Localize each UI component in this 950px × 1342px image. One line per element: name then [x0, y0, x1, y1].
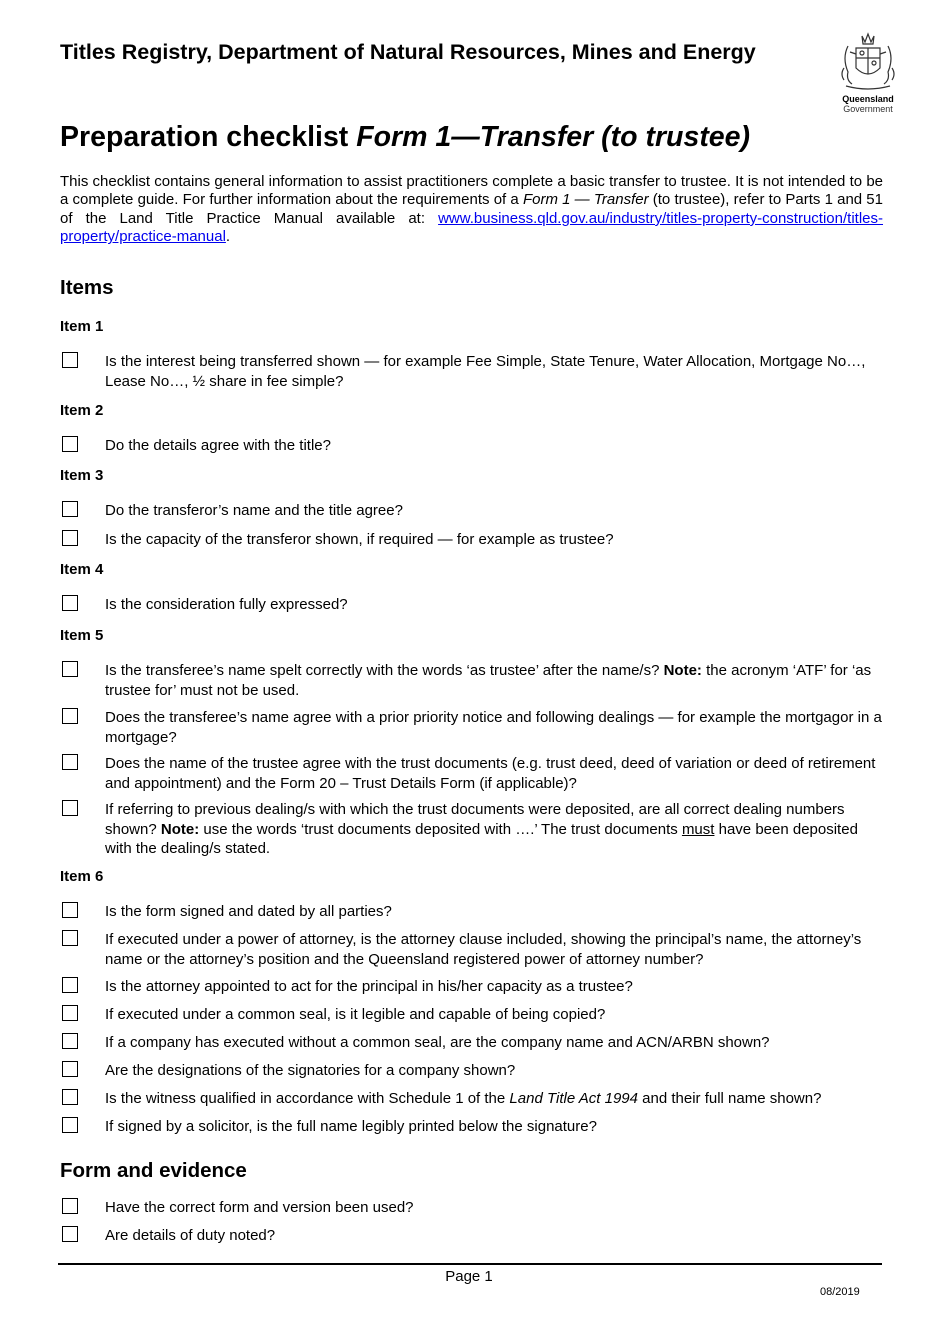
question-text: Is the capacity of the transferor shown, if required — for example as trustee?	[105, 531, 614, 548]
question-text-part: use the words ‘trust documents deposited with ….’ The trust documents	[199, 820, 682, 838]
intro-form-name: Form 1 — Transfer	[522, 191, 649, 209]
question-text-part: If referring to previous dealing/s with which the trust documents were deposited, are all correct dealing numbers shown?	[105, 801, 845, 838]
checkbox[interactable]	[62, 930, 78, 946]
question-text: If executed under a common seal, is it legible and capable of being copied?	[105, 1006, 606, 1023]
question-text: Does the transferee’s name agree with a prior priority notice and following dealings — for example the mortgagor in a mortgage?	[105, 709, 882, 746]
item-2-heading: Item 2	[60, 402, 104, 419]
question-text: If executed under a power of attorney, is the attorney clause included, showing the principal’s name, the attorney’s name or the attorney’s position and the Queensland registered power of attorney number?	[105, 931, 862, 968]
logo-line-government: Government	[843, 104, 893, 114]
note-label: Note:	[663, 662, 702, 679]
checkbox[interactable]	[62, 1033, 78, 1049]
queensland-government-logo	[836, 28, 900, 118]
checkbox[interactable]	[62, 902, 78, 918]
checkbox[interactable]	[62, 1226, 78, 1242]
checkbox[interactable]	[62, 1089, 78, 1105]
question-text: Do the details agree with the title?	[105, 437, 331, 454]
checkbox[interactable]	[62, 1198, 78, 1214]
question-text: Do the transferor’s name and the title agree?	[105, 502, 403, 519]
question-text-part: the acronym ‘ATF’ for ‘as trustee for’ must not be used.	[105, 662, 872, 699]
practice-manual-link[interactable]: www.business.qld.gov.au/industry/titles-property-construction/titles-property/practice-manual	[60, 209, 883, 246]
question-text-part: Is the transferee’s name spelt correctly with the words ‘as trustee’ after the name/s?	[105, 662, 664, 679]
question-text: Is the form signed and dated by all parties?	[105, 903, 392, 920]
checkbox[interactable]	[62, 436, 78, 452]
footer-divider	[58, 1263, 882, 1265]
question-text: If signed by a solicitor, is the full name legibly printed below the signature?	[105, 1118, 597, 1135]
question-text-part: Is the witness qualified in accordance with Schedule 1 of the	[105, 1090, 510, 1107]
note-label: Note:	[160, 820, 200, 838]
item-5-heading: Item 5	[60, 627, 104, 644]
document-date: 08/2019	[820, 1286, 860, 1298]
question-text: Are details of duty noted?	[105, 1227, 276, 1244]
question-text	[105, 800, 883, 859]
page-number: Page 1	[445, 1268, 493, 1285]
emphasis-must: must	[681, 820, 715, 838]
question-text-part: have been deposited with the dealing/s stated.	[105, 820, 858, 857]
page-title-main: Preparation checklist	[60, 121, 357, 153]
coat-of-arms-icon	[836, 28, 900, 94]
item-1-heading: Item 1	[60, 318, 104, 335]
act-name: Land Title Act 1994	[509, 1090, 638, 1107]
checkbox[interactable]	[62, 352, 78, 368]
question-text: Is the attorney appointed to act for the principal in his/her capacity as a trustee?	[105, 978, 633, 995]
checkbox[interactable]	[62, 530, 78, 546]
question-text: Have the correct form and version been used?	[105, 1199, 414, 1216]
items-heading: Items	[60, 276, 114, 299]
question-text	[105, 661, 883, 700]
checkbox[interactable]	[62, 595, 78, 611]
checkbox[interactable]	[62, 661, 78, 677]
checkbox[interactable]	[62, 977, 78, 993]
item-3-heading: Item 3	[60, 467, 104, 484]
checkbox[interactable]	[62, 708, 78, 724]
intro-text-3: .	[225, 228, 231, 246]
intro-paragraph	[60, 173, 883, 247]
intro-text-1: This checklist contains general information to assist practitioners complete a basic transfer to trustee. It is not intended to be a complete guide. For further information about the requirements of a	[60, 173, 883, 209]
checkbox[interactable]	[62, 1117, 78, 1133]
checkbox[interactable]	[62, 754, 78, 770]
question-text: If a company has executed without a common seal, are the company name and ACN/ARBN shown?	[105, 1034, 770, 1051]
question-text: Is the interest being transferred shown — for example Fee Simple, State Tenure, Water Allocation, Mortgage No…, Lease No…, ½ share in fee simple?	[105, 353, 866, 390]
header-title: Titles Registry, Department of Natural Resources, Mines and Energy	[60, 40, 756, 64]
item-4-heading: Item 4	[60, 561, 104, 578]
intro-text-2: (to trustee), refer to Parts 1 and 51 of the Land Title Practice Manual available at:	[60, 191, 883, 227]
question-text-part: and their full name shown?	[637, 1090, 822, 1107]
page-title	[60, 121, 750, 154]
logo-line-queensland: Queensland	[842, 94, 894, 104]
question-text	[105, 1089, 883, 1109]
question-text: Are the designations of the signatories for a company shown?	[105, 1062, 516, 1079]
form-evidence-heading: Form and evidence	[60, 1159, 247, 1182]
page-title-form: Form 1—Transfer (to trustee)	[356, 121, 750, 153]
checkbox[interactable]	[62, 501, 78, 517]
checkbox[interactable]	[62, 1061, 78, 1077]
question-text: Does the name of the trustee agree with the trust documents (e.g. trust deed, deed of variation or deed of retirement and appointment) and the Form 20 – Trust Details Form (if applicable)?	[105, 755, 876, 792]
item-6-heading: Item 6	[60, 868, 104, 885]
checkbox[interactable]	[62, 1005, 78, 1021]
question-text: Is the consideration fully expressed?	[105, 596, 348, 613]
checkbox[interactable]	[62, 800, 78, 816]
